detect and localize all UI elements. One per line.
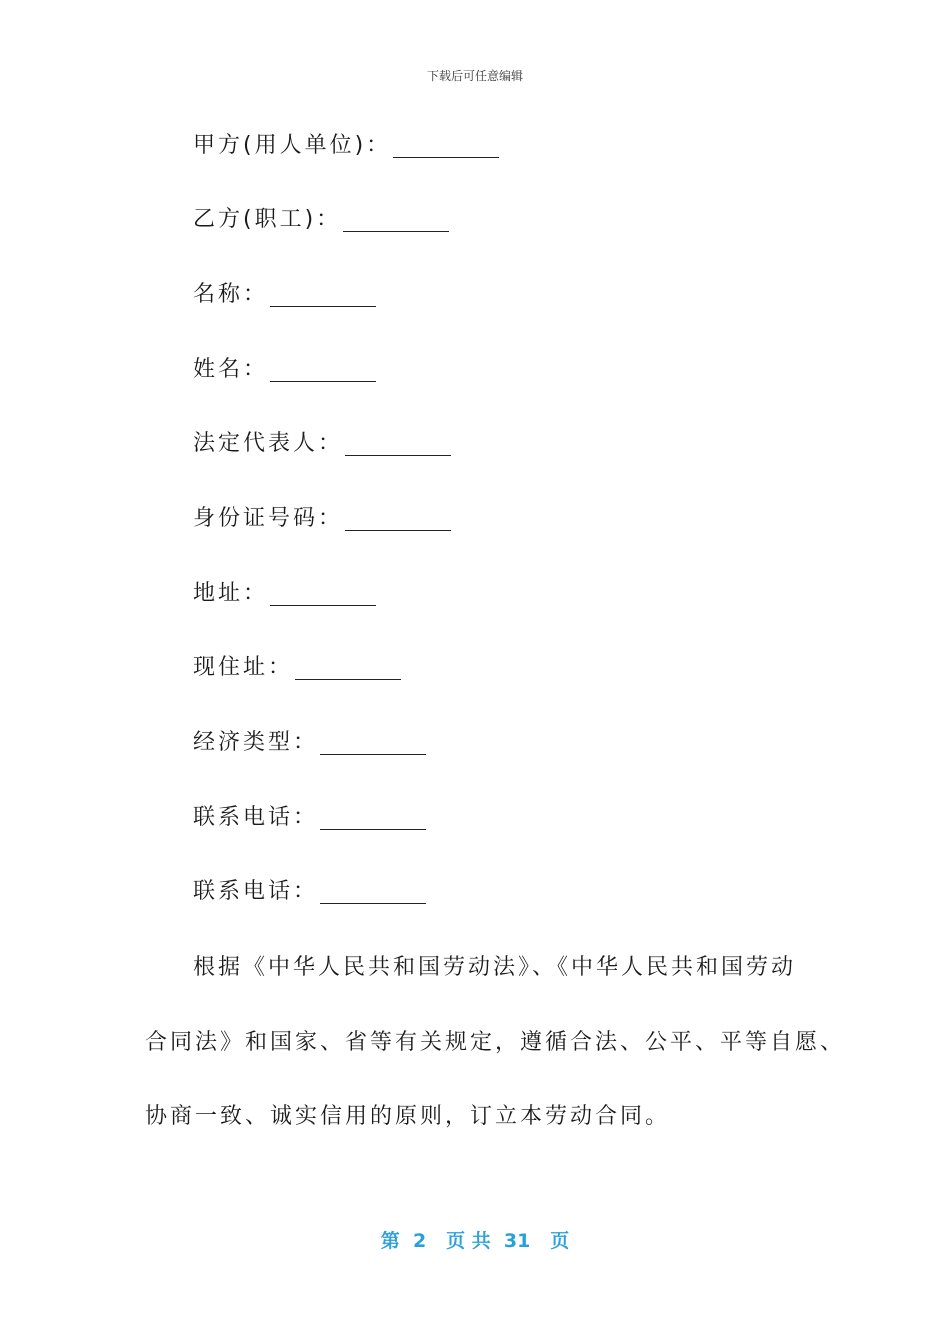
- address-blank[interactable]: [270, 583, 376, 606]
- person-name-blank[interactable]: [270, 359, 376, 382]
- legal-rep-label: 法定代表人：: [193, 431, 344, 456]
- id-number-field: [193, 504, 451, 534]
- party-b-blank[interactable]: [343, 209, 449, 232]
- phone-blank-2[interactable]: [320, 881, 426, 904]
- company-name-blank[interactable]: [270, 284, 376, 307]
- current-address-field: [193, 653, 401, 683]
- party-a-field: [193, 131, 499, 161]
- company-name-field: [193, 280, 376, 310]
- id-number-label: 身份证号码：: [193, 506, 344, 531]
- phone-blank-1[interactable]: [320, 807, 426, 830]
- economic-type-field: [193, 728, 426, 758]
- economic-type-blank[interactable]: [320, 732, 426, 755]
- phone-label-1: 联系电话：: [193, 805, 319, 830]
- legal-rep-field: [193, 429, 451, 459]
- current-address-label: 现住址：: [193, 655, 294, 680]
- company-name-label: 名称：: [193, 282, 269, 307]
- legal-rep-blank[interactable]: [345, 433, 451, 456]
- page-number-footer: 第 2 页 共 31 页: [380, 1230, 570, 1252]
- phone-field-1: [193, 803, 426, 833]
- person-name-label: 姓名：: [193, 357, 269, 382]
- address-field: [193, 579, 376, 609]
- person-name-field: [193, 355, 376, 385]
- body-paragraph-line-1: 根据《中华人民共和国劳动法》、《中华人民共和国劳动: [193, 955, 797, 980]
- party-b-field: [193, 205, 449, 235]
- phone-field-2: [193, 877, 426, 907]
- phone-label-2: 联系电话：: [193, 879, 319, 904]
- economic-type-label: 经济类型：: [193, 730, 319, 755]
- party-a-blank[interactable]: [393, 135, 499, 158]
- id-number-blank[interactable]: [345, 508, 451, 531]
- current-address-blank[interactable]: [295, 657, 401, 680]
- header-note: 下载后可任意编辑: [426, 69, 523, 83]
- body-paragraph-line-3: 协商一致、诚实信用的原则，订立本劳动合同。: [145, 1104, 671, 1129]
- party-a-label: 甲方(用人单位)：: [193, 133, 392, 158]
- party-b-label: 乙方(职工)：: [193, 207, 342, 232]
- body-paragraph-line-2: 合同法》和国家、省等有关规定，遵循合法、公平、平等自愿、: [145, 1030, 846, 1055]
- address-label: 地址：: [193, 581, 269, 606]
